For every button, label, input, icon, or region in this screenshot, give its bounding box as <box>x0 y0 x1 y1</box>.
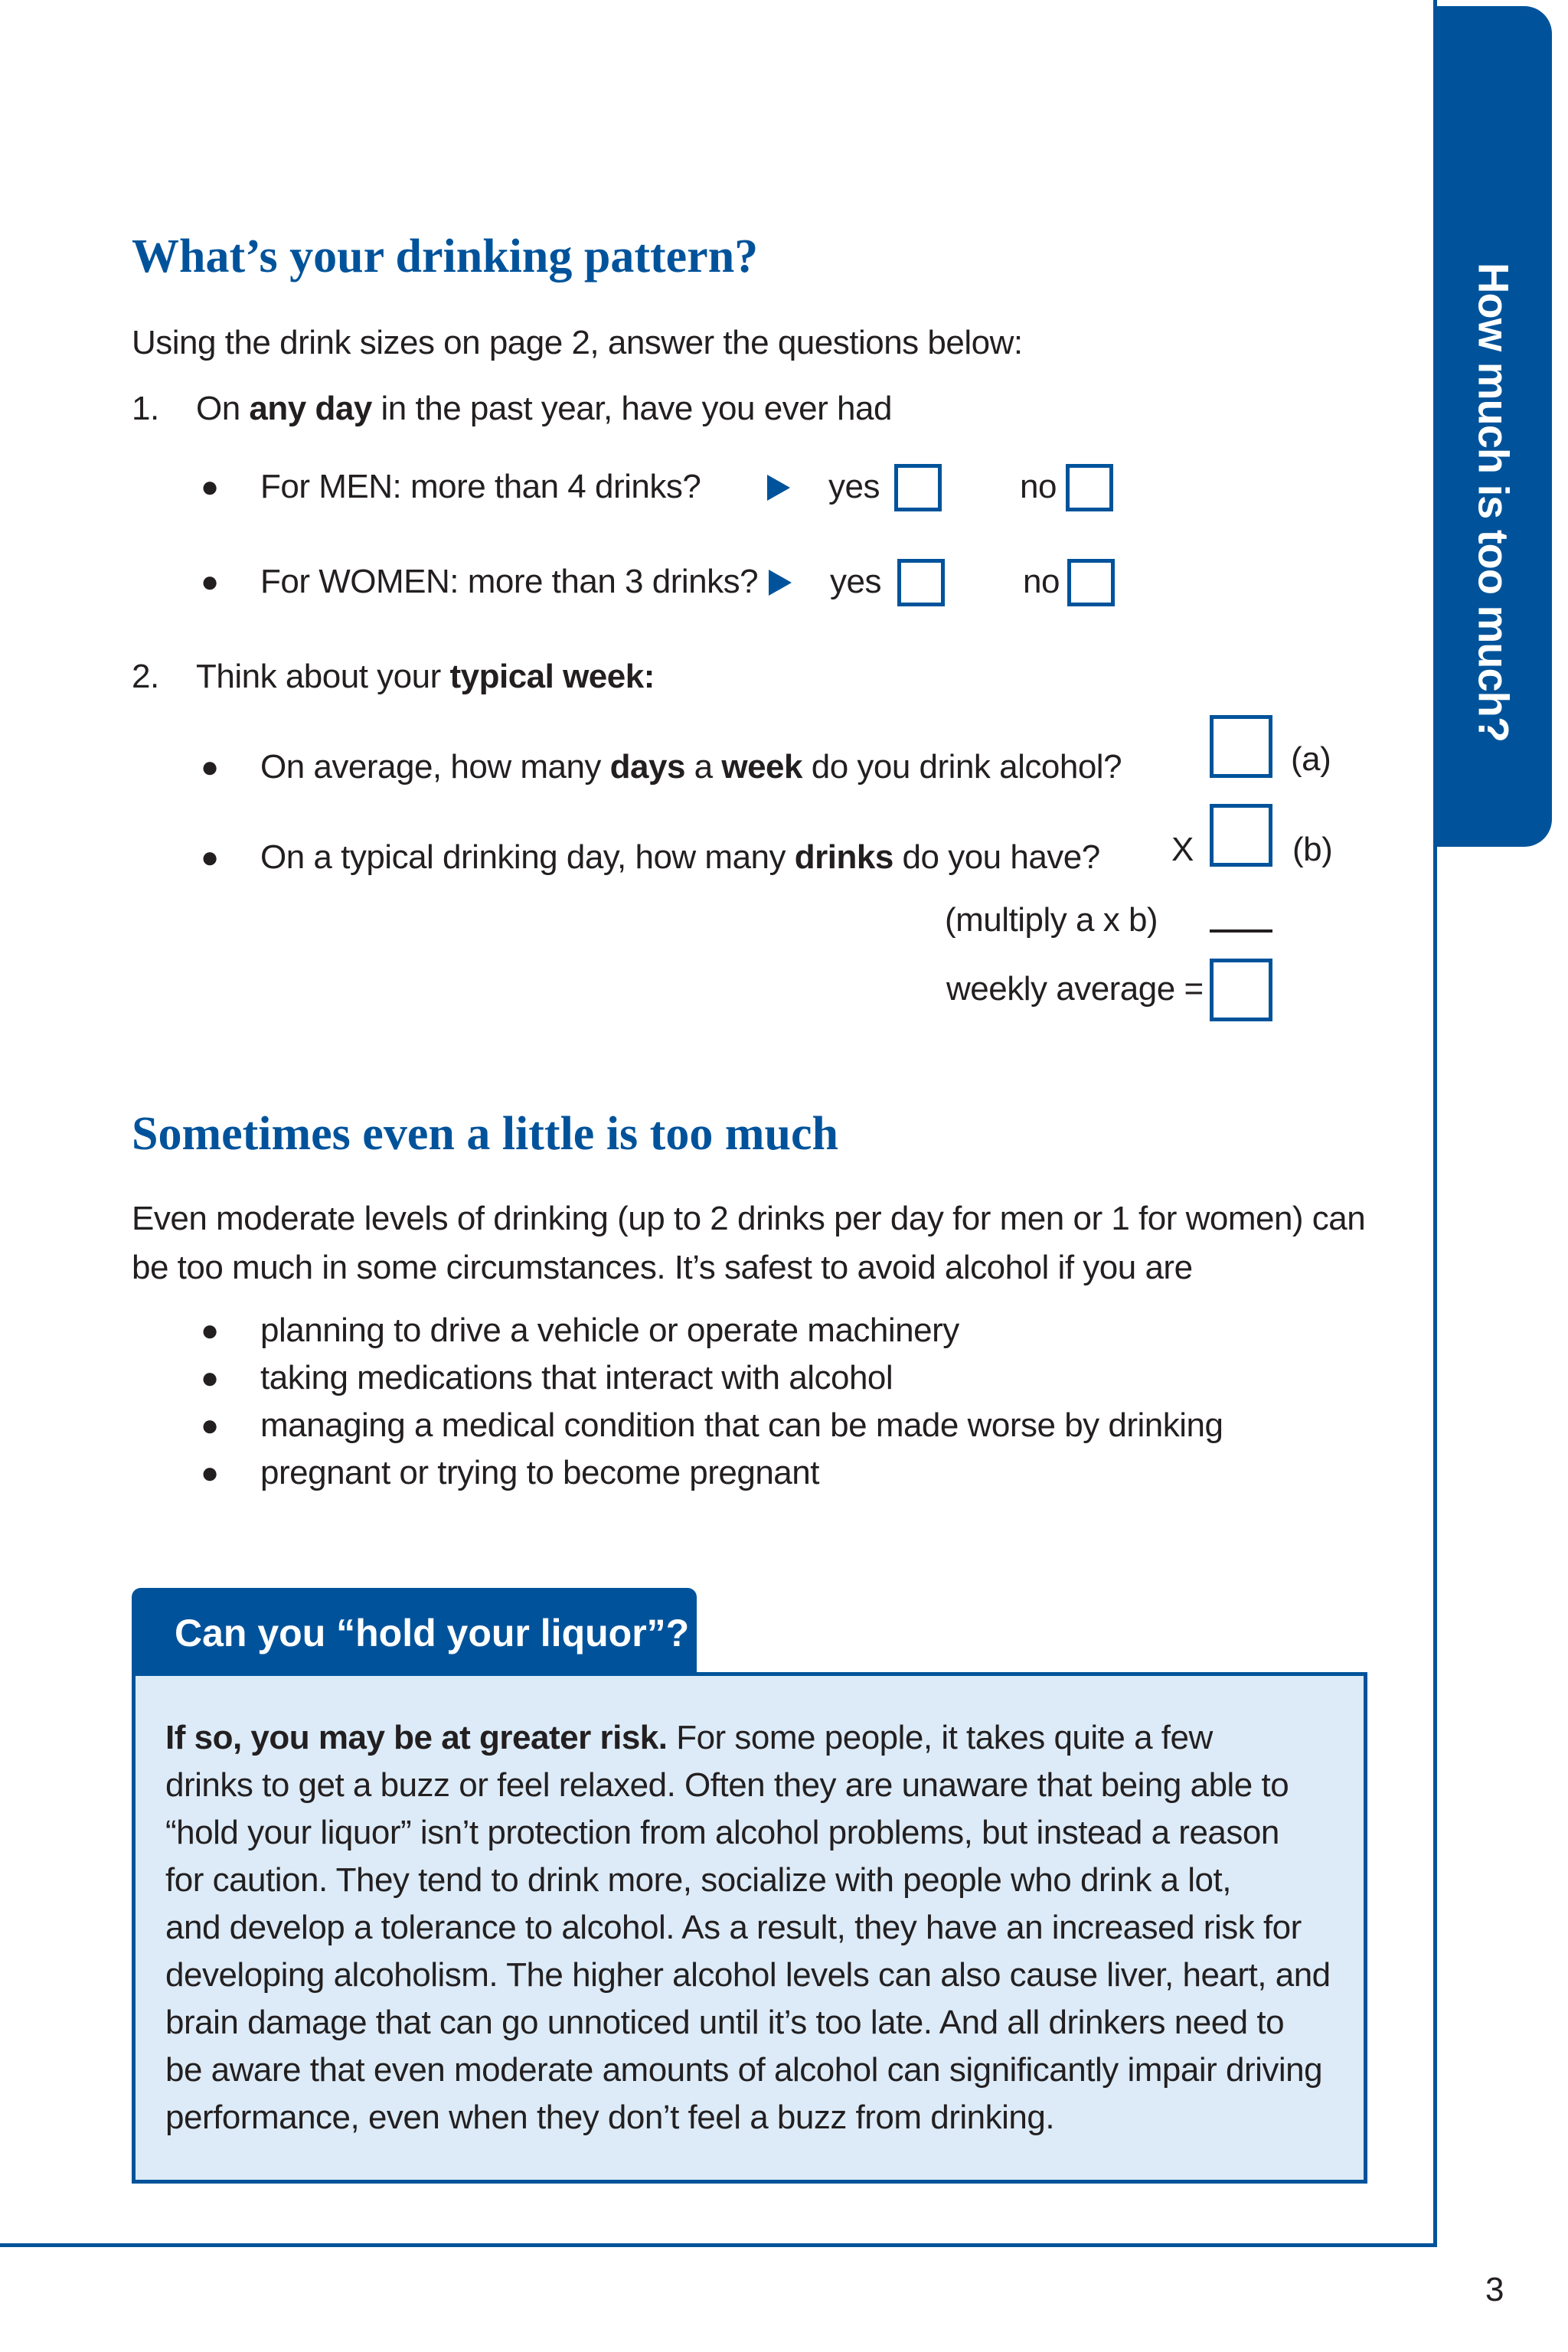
callout-line: “hold your liquor” isn’t protection from alcohol problems, but instead a reason <box>165 1814 1279 1851</box>
weekly-average-input-box[interactable] <box>1210 959 1272 1021</box>
women-question-label: For WOMEN: more than 3 drinks? <box>260 563 759 600</box>
women-no-checkbox[interactable] <box>1067 559 1115 606</box>
bullet: ● <box>201 1456 220 1490</box>
side-tab-label: How much is too much? <box>1469 262 1518 743</box>
callout-line: developing alcoholism. The higher alcohol levels can also cause liver, heart, and <box>165 1956 1331 1994</box>
weekly-average-label: weekly average = <box>946 970 1204 1008</box>
list-item: planning to drive a vehicle or operate machinery <box>260 1312 959 1349</box>
bullet: ● <box>201 750 220 784</box>
tag-b: (b) <box>1292 831 1333 868</box>
men-no-checkbox[interactable] <box>1066 464 1113 511</box>
multiply-rule-line <box>1210 929 1272 933</box>
question-2-number: 2. <box>132 658 159 695</box>
women-yes-checkbox[interactable] <box>897 559 945 606</box>
section-heading-a-little-too-much: Sometimes even a little is too much <box>132 1108 838 1160</box>
callout-first-line: If so, you may be at greater risk. For some people, it takes quite a few <box>165 1719 1213 1756</box>
women-no-label: no <box>1023 563 1060 600</box>
intro-text: Using the drink sizes on page 2, answer the questions below: <box>132 324 1023 361</box>
callout-lead: If so, you may be at greater risk. <box>165 1719 668 1756</box>
bullet: ● <box>201 1361 220 1395</box>
callout-line: for caution. They tend to drink more, socialize with people who drink a lot, <box>165 1861 1231 1899</box>
callout-line: brain damage that can go unnoticed until it’s too late. And all drinkers need to <box>165 2004 1285 2041</box>
arrow-right-icon <box>767 475 790 501</box>
tag-a: (a) <box>1291 740 1331 778</box>
bullet: ● <box>201 1314 220 1348</box>
bullet: ● <box>201 565 220 599</box>
side-tab <box>1436 6 1552 847</box>
question-1-text: On any day in the past year, have you ever had <box>196 390 892 427</box>
bullet: ● <box>201 841 220 874</box>
callout-title-tab <box>132 1588 697 1674</box>
men-yes-label: yes <box>828 468 880 505</box>
page-frame-bottom <box>0 2243 1437 2247</box>
men-question-label: For MEN: more than 4 drinks? <box>260 468 701 505</box>
men-no-label: no <box>1020 468 1057 505</box>
bullet: ● <box>201 1409 220 1442</box>
section-heading-drinking-pattern: What’s your drinking pattern? <box>132 230 759 283</box>
callout-line: performance, even when they don’t feel a buzz from drinking. <box>165 2099 1055 2136</box>
paragraph-line: be too much in some circumstances. It’s safest to avoid alcohol if you are <box>132 1249 1193 1286</box>
callout-line: and develop a tolerance to alcohol. As a result, they have an increased risk for <box>165 1909 1302 1946</box>
days-per-week-input-box[interactable] <box>1210 715 1272 778</box>
callout-title: Can you “hold your liquor”? <box>175 1612 690 1655</box>
multiply-x-label: X <box>1171 831 1194 868</box>
drinks-per-day-input-box[interactable] <box>1210 804 1272 867</box>
list-item: taking medications that interact with alcohol <box>260 1359 893 1396</box>
men-yes-checkbox[interactable] <box>894 464 942 511</box>
list-item: managing a medical condition that can be made worse by drinking <box>260 1406 1223 1444</box>
multiply-instruction: (multiply a x b) <box>945 901 1158 939</box>
paragraph-line: Even moderate levels of drinking (up to 2 drinks per day for men or 1 for women) can <box>132 1200 1366 1237</box>
callout-line: be aware that even moderate amounts of alcohol can significantly impair driving <box>165 2051 1323 2089</box>
page-number: 3 <box>1485 2271 1504 2308</box>
arrow-right-icon <box>769 570 792 596</box>
drinks-per-day-question: On a typical drinking day, how many drinks do you have? <box>260 838 1100 876</box>
days-per-week-question: On average, how many days a week do you drink alcohol? <box>260 748 1122 786</box>
question-2-text: Think about your typical week: <box>196 658 655 695</box>
list-item: pregnant or trying to become pregnant <box>260 1454 819 1491</box>
women-yes-label: yes <box>830 563 881 600</box>
bullet: ● <box>201 470 220 504</box>
callout-line: drinks to get a buzz or feel relaxed. Often they are unaware that being able to <box>165 1766 1289 1804</box>
question-1-number: 1. <box>132 390 159 427</box>
